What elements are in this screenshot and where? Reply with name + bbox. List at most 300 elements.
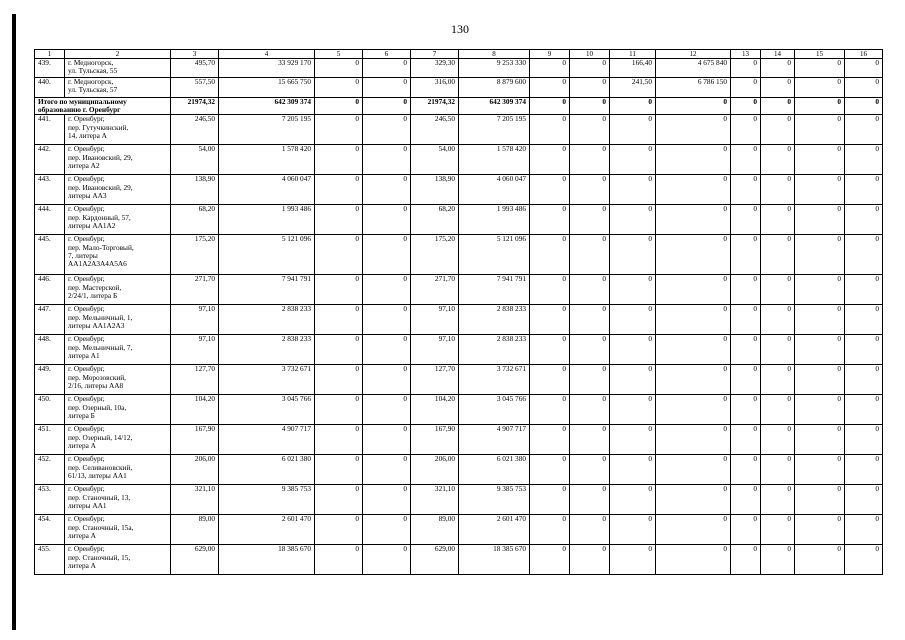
table-row: [35, 335, 883, 365]
value-cell: 0: [656, 115, 731, 145]
column-number: 6: [363, 50, 411, 59]
value-cell: 9 385 753: [219, 485, 315, 515]
value-cell: 0: [363, 145, 411, 175]
address-cell: г. Оренбург, пер. Мельничный, 7, литера А1: [65, 335, 171, 365]
row-number: 442.: [35, 145, 65, 175]
row-number: 440.: [35, 78, 65, 98]
value-cell: 0: [845, 515, 883, 545]
value-cell: 0: [731, 115, 761, 145]
subtotal-value: 0: [530, 98, 570, 115]
value-cell: 0: [731, 78, 761, 98]
value-cell: 2 838 233: [459, 305, 530, 335]
table-row: [35, 115, 883, 145]
value-cell: 0: [656, 395, 731, 425]
value-cell: 0: [731, 175, 761, 205]
row-number: 447.: [35, 305, 65, 335]
value-cell: 5 121 096: [219, 235, 315, 275]
value-cell: 0: [761, 175, 795, 205]
value-cell: 0: [530, 455, 570, 485]
value-cell: 0: [656, 175, 731, 205]
value-cell: 0: [731, 515, 761, 545]
column-number: 2: [65, 50, 171, 59]
value-cell: 7 205 195: [219, 115, 315, 145]
value-cell: 6 021 380: [459, 455, 530, 485]
value-cell: 0: [530, 145, 570, 175]
column-number: 14: [761, 50, 795, 59]
column-number: 10: [570, 50, 610, 59]
subtotal-value: 0: [363, 98, 411, 115]
value-cell: 0: [530, 425, 570, 455]
value-cell: 33 929 170: [219, 59, 315, 78]
column-number: 16: [845, 50, 883, 59]
row-number: 445.: [35, 235, 65, 275]
value-cell: 4 675 840: [656, 59, 731, 78]
value-cell: 0: [363, 205, 411, 235]
value-cell: 0: [761, 425, 795, 455]
value-cell: 0: [845, 175, 883, 205]
value-cell: 0: [795, 485, 845, 515]
row-number: 446.: [35, 275, 65, 305]
subtotal-row: [35, 98, 883, 115]
value-cell: 0: [761, 145, 795, 175]
value-cell: 0: [315, 305, 363, 335]
value-cell: 6 021 380: [219, 455, 315, 485]
subtotal-label: Итого по муниципальному образованию г. Оренбург: [35, 98, 171, 115]
value-cell: 0: [761, 59, 795, 78]
value-cell: 0: [530, 205, 570, 235]
value-cell: 3 045 766: [459, 395, 530, 425]
value-cell: 0: [363, 59, 411, 78]
value-cell: 3 045 766: [219, 395, 315, 425]
value-cell: 0: [656, 455, 731, 485]
subtotal-value: 0: [610, 98, 656, 115]
value-cell: 0: [610, 455, 656, 485]
value-cell: 0: [845, 425, 883, 455]
value-cell: 0: [795, 175, 845, 205]
value-cell: 0: [845, 78, 883, 98]
subtotal-value: 0: [845, 98, 883, 115]
value-cell: 18 385 670: [459, 545, 530, 575]
value-cell: 0: [656, 205, 731, 235]
value-cell: 0: [315, 205, 363, 235]
value-cell: 0: [610, 115, 656, 145]
value-cell: 0: [731, 305, 761, 335]
value-cell: 104,20: [171, 395, 219, 425]
value-cell: 68,20: [411, 205, 459, 235]
value-cell: 2 838 233: [219, 335, 315, 365]
value-cell: 0: [761, 365, 795, 395]
address-cell: г. Медногорск, ул. Тульская, 55: [65, 59, 171, 78]
value-cell: 54,00: [171, 145, 219, 175]
value-cell: 0: [795, 335, 845, 365]
address-cell: г. Оренбург, пер. Мало-Торговый, 7, литеры АА1А2А3А4А5А6: [65, 235, 171, 275]
table-row: [35, 365, 883, 395]
row-number: 443.: [35, 175, 65, 205]
value-cell: 1 578 420: [459, 145, 530, 175]
value-cell: 0: [530, 175, 570, 205]
value-cell: 0: [795, 59, 845, 78]
value-cell: 0: [731, 205, 761, 235]
value-cell: 9 385 753: [459, 485, 530, 515]
value-cell: 0: [795, 145, 845, 175]
value-cell: 97,10: [411, 305, 459, 335]
value-cell: 3 732 671: [219, 365, 315, 395]
value-cell: 0: [570, 365, 610, 395]
value-cell: 0: [530, 78, 570, 98]
value-cell: 89,00: [171, 515, 219, 545]
subtotal-value: 0: [656, 98, 731, 115]
value-cell: 246,50: [411, 115, 459, 145]
value-cell: 0: [845, 205, 883, 235]
address-cell: г. Оренбург, пер. Станочный, 13, литеры АА1: [65, 485, 171, 515]
value-cell: 0: [315, 115, 363, 145]
value-cell: 1 993 486: [219, 205, 315, 235]
address-cell: г. Оренбург, пер. Станочный, 15а, литера А: [65, 515, 171, 545]
value-cell: 0: [795, 515, 845, 545]
value-cell: 0: [845, 335, 883, 365]
column-number: 7: [411, 50, 459, 59]
value-cell: 0: [656, 485, 731, 515]
value-cell: 0: [845, 235, 883, 275]
value-cell: 127,70: [171, 365, 219, 395]
value-cell: 0: [656, 235, 731, 275]
value-cell: 0: [795, 425, 845, 455]
value-cell: 271,70: [171, 275, 219, 305]
value-cell: 0: [363, 175, 411, 205]
value-cell: 0: [610, 205, 656, 235]
table-row: [35, 425, 883, 455]
column-number: 4: [219, 50, 315, 59]
value-cell: 0: [731, 545, 761, 575]
binding-bar: [12, 14, 16, 630]
value-cell: 0: [530, 515, 570, 545]
address-cell: г. Оренбург, пер. Кардонный, 57, литеры АА1А2: [65, 205, 171, 235]
row-number: 455.: [35, 545, 65, 575]
address-cell: г. Оренбург, пер. Мастерской, 2/24/1, литера Б: [65, 275, 171, 305]
value-cell: 97,10: [171, 305, 219, 335]
value-cell: 0: [761, 235, 795, 275]
value-cell: 7 205 195: [459, 115, 530, 145]
value-cell: 0: [363, 545, 411, 575]
value-cell: 0: [731, 335, 761, 365]
value-cell: 4 907 717: [219, 425, 315, 455]
value-cell: 4 060 047: [459, 175, 530, 205]
row-number: 454.: [35, 515, 65, 545]
value-cell: 0: [845, 455, 883, 485]
value-cell: 321,10: [411, 485, 459, 515]
value-cell: 0: [761, 395, 795, 425]
value-cell: 7 941 791: [219, 275, 315, 305]
value-cell: 0: [530, 235, 570, 275]
value-cell: 0: [363, 485, 411, 515]
value-cell: 68,20: [171, 205, 219, 235]
value-cell: 0: [570, 425, 610, 455]
value-cell: 127,70: [411, 365, 459, 395]
value-cell: 0: [530, 485, 570, 515]
address-cell: г. Оренбург, пер. Озерный, 14/12, литера А: [65, 425, 171, 455]
value-cell: 629,00: [411, 545, 459, 575]
value-cell: 0: [530, 395, 570, 425]
value-cell: 0: [731, 455, 761, 485]
value-cell: 0: [530, 115, 570, 145]
value-cell: 0: [731, 365, 761, 395]
value-cell: 557,50: [171, 78, 219, 98]
subtotal-value: 0: [731, 98, 761, 115]
table-row: [35, 145, 883, 175]
value-cell: 0: [570, 335, 610, 365]
value-cell: 5 121 096: [459, 235, 530, 275]
value-cell: 0: [795, 275, 845, 305]
column-number: 8: [459, 50, 530, 59]
value-cell: 321,10: [171, 485, 219, 515]
value-cell: 0: [795, 78, 845, 98]
value-cell: 0: [795, 115, 845, 145]
value-cell: 0: [610, 545, 656, 575]
value-cell: 1 993 486: [459, 205, 530, 235]
table-row: [35, 545, 883, 575]
value-cell: 0: [530, 59, 570, 78]
address-cell: г. Оренбург, пер. Озерный, 10а, литера Б: [65, 395, 171, 425]
value-cell: 629,00: [171, 545, 219, 575]
value-cell: 0: [610, 175, 656, 205]
address-cell: г. Медногорск, ул. Тульская, 57: [65, 78, 171, 98]
value-cell: 0: [315, 395, 363, 425]
value-cell: 0: [315, 59, 363, 78]
value-cell: 0: [363, 455, 411, 485]
value-cell: 206,00: [411, 455, 459, 485]
value-cell: 0: [761, 275, 795, 305]
value-cell: 7 941 791: [459, 275, 530, 305]
column-number: 13: [731, 50, 761, 59]
value-cell: 0: [363, 78, 411, 98]
value-cell: 0: [761, 115, 795, 145]
value-cell: 2 838 233: [219, 305, 315, 335]
table-row: [35, 305, 883, 335]
column-number: 3: [171, 50, 219, 59]
value-cell: 0: [315, 545, 363, 575]
value-cell: 0: [610, 145, 656, 175]
value-cell: 0: [610, 305, 656, 335]
value-cell: 18 385 670: [219, 545, 315, 575]
value-cell: 0: [570, 145, 610, 175]
value-cell: 0: [610, 395, 656, 425]
value-cell: 1 578 420: [219, 145, 315, 175]
table-row: [35, 275, 883, 305]
value-cell: 0: [656, 545, 731, 575]
value-cell: 0: [610, 515, 656, 545]
value-cell: 0: [761, 485, 795, 515]
address-cell: г. Оренбург, пер. Станочный, 15, литера А: [65, 545, 171, 575]
value-cell: 104,20: [411, 395, 459, 425]
row-number: 448.: [35, 335, 65, 365]
value-cell: 0: [761, 515, 795, 545]
value-cell: 138,90: [171, 175, 219, 205]
value-cell: 0: [610, 235, 656, 275]
table-row: [35, 395, 883, 425]
value-cell: 2 838 233: [459, 335, 530, 365]
value-cell: 167,90: [171, 425, 219, 455]
table-row: [35, 175, 883, 205]
subtotal-value: 21974,32: [411, 98, 459, 115]
value-cell: 0: [731, 275, 761, 305]
value-cell: 0: [845, 485, 883, 515]
table-row: [35, 455, 883, 485]
address-cell: г. Оренбург, пер. Морозовский, 2/16, литеры АА8: [65, 365, 171, 395]
value-cell: 0: [610, 275, 656, 305]
value-cell: 15 665 750: [219, 78, 315, 98]
value-cell: 0: [315, 455, 363, 485]
value-cell: 0: [656, 365, 731, 395]
column-number-row: [35, 50, 883, 59]
value-cell: 0: [656, 425, 731, 455]
value-cell: 0: [315, 78, 363, 98]
value-cell: 0: [570, 305, 610, 335]
value-cell: 97,10: [171, 335, 219, 365]
value-cell: 0: [315, 235, 363, 275]
value-cell: 138,90: [411, 175, 459, 205]
value-cell: 2 601 470: [219, 515, 315, 545]
value-cell: 0: [795, 205, 845, 235]
value-cell: 0: [845, 115, 883, 145]
value-cell: 6 786 150: [656, 78, 731, 98]
value-cell: 0: [731, 59, 761, 78]
value-cell: 0: [570, 78, 610, 98]
value-cell: 9 253 330: [459, 59, 530, 78]
value-cell: 0: [845, 545, 883, 575]
subtotal-value: 0: [795, 98, 845, 115]
value-cell: 0: [530, 545, 570, 575]
value-cell: 0: [761, 335, 795, 365]
value-cell: 0: [761, 78, 795, 98]
value-cell: 166,40: [610, 59, 656, 78]
value-cell: 0: [570, 275, 610, 305]
value-cell: 0: [363, 365, 411, 395]
table-row: [35, 205, 883, 235]
value-cell: 97,10: [411, 335, 459, 365]
column-number: 1: [35, 50, 65, 59]
value-cell: 0: [845, 59, 883, 78]
value-cell: 0: [795, 365, 845, 395]
value-cell: 0: [363, 515, 411, 545]
value-cell: 0: [656, 275, 731, 305]
value-cell: 0: [315, 275, 363, 305]
row-number: 449.: [35, 365, 65, 395]
subtotal-value: 642 309 374: [459, 98, 530, 115]
value-cell: 0: [795, 395, 845, 425]
value-cell: 0: [795, 455, 845, 485]
value-cell: 54,00: [411, 145, 459, 175]
value-cell: 0: [761, 205, 795, 235]
value-cell: 0: [731, 425, 761, 455]
table-row: [35, 59, 883, 78]
row-number: 439.: [35, 59, 65, 78]
value-cell: 0: [845, 365, 883, 395]
value-cell: 241,50: [610, 78, 656, 98]
subtotal-value: 21974,32: [171, 98, 219, 115]
row-number: 441.: [35, 115, 65, 145]
value-cell: 0: [656, 335, 731, 365]
column-number: 15: [795, 50, 845, 59]
value-cell: 495,70: [171, 59, 219, 78]
value-cell: 0: [610, 335, 656, 365]
address-cell: г. Оренбург, пер. Гутучкинский, 14, литера А: [65, 115, 171, 145]
page-number: 130: [451, 22, 469, 36]
value-cell: 0: [363, 395, 411, 425]
value-cell: 0: [845, 395, 883, 425]
value-cell: 0: [656, 145, 731, 175]
subtotal-value: 0: [315, 98, 363, 115]
value-cell: 0: [731, 235, 761, 275]
value-cell: 0: [530, 305, 570, 335]
value-cell: 4 907 717: [459, 425, 530, 455]
value-cell: 8 879 600: [459, 78, 530, 98]
value-cell: 0: [845, 275, 883, 305]
value-cell: 316,00: [411, 78, 459, 98]
subtotal-value: 0: [570, 98, 610, 115]
value-cell: 0: [315, 515, 363, 545]
value-cell: 0: [363, 425, 411, 455]
value-cell: 0: [761, 455, 795, 485]
value-cell: 0: [315, 365, 363, 395]
value-cell: 0: [363, 335, 411, 365]
address-cell: г. Оренбург, пер. Ивановский, 29, литеры АА3: [65, 175, 171, 205]
value-cell: 0: [363, 235, 411, 275]
value-cell: 0: [570, 59, 610, 78]
value-cell: 0: [845, 305, 883, 335]
value-cell: 4 060 047: [219, 175, 315, 205]
value-cell: 0: [731, 485, 761, 515]
value-cell: 246,50: [171, 115, 219, 145]
value-cell: 0: [315, 425, 363, 455]
row-number: 444.: [35, 205, 65, 235]
value-cell: 0: [610, 425, 656, 455]
value-cell: 0: [656, 305, 731, 335]
address-cell: г. Оренбург, пер. Селивановский, 61/13, литеры АА1: [65, 455, 171, 485]
value-cell: 3 732 671: [459, 365, 530, 395]
table-row: [35, 485, 883, 515]
column-number: 9: [530, 50, 570, 59]
value-cell: 2 601 470: [459, 515, 530, 545]
value-cell: 0: [570, 235, 610, 275]
row-number: 450.: [35, 395, 65, 425]
value-cell: 0: [315, 145, 363, 175]
value-cell: 0: [570, 395, 610, 425]
subtotal-value: 0: [761, 98, 795, 115]
value-cell: 0: [570, 515, 610, 545]
address-cell: г. Оренбург, пер. Ивановский, 29, литера А2: [65, 145, 171, 175]
value-cell: 167,90: [411, 425, 459, 455]
column-number: 5: [315, 50, 363, 59]
value-cell: 0: [570, 115, 610, 145]
value-cell: 0: [530, 335, 570, 365]
value-cell: 0: [795, 545, 845, 575]
value-cell: 0: [610, 485, 656, 515]
value-cell: 0: [761, 545, 795, 575]
value-cell: 0: [315, 485, 363, 515]
table-row: [35, 78, 883, 98]
column-number: 12: [656, 50, 731, 59]
value-cell: 0: [610, 365, 656, 395]
column-number: 11: [610, 50, 656, 59]
value-cell: 329,30: [411, 59, 459, 78]
table-row: [35, 515, 883, 545]
value-cell: 0: [570, 545, 610, 575]
value-cell: 0: [656, 515, 731, 545]
value-cell: 0: [570, 455, 610, 485]
value-cell: 89,00: [411, 515, 459, 545]
value-cell: 0: [315, 335, 363, 365]
value-cell: 0: [363, 115, 411, 145]
